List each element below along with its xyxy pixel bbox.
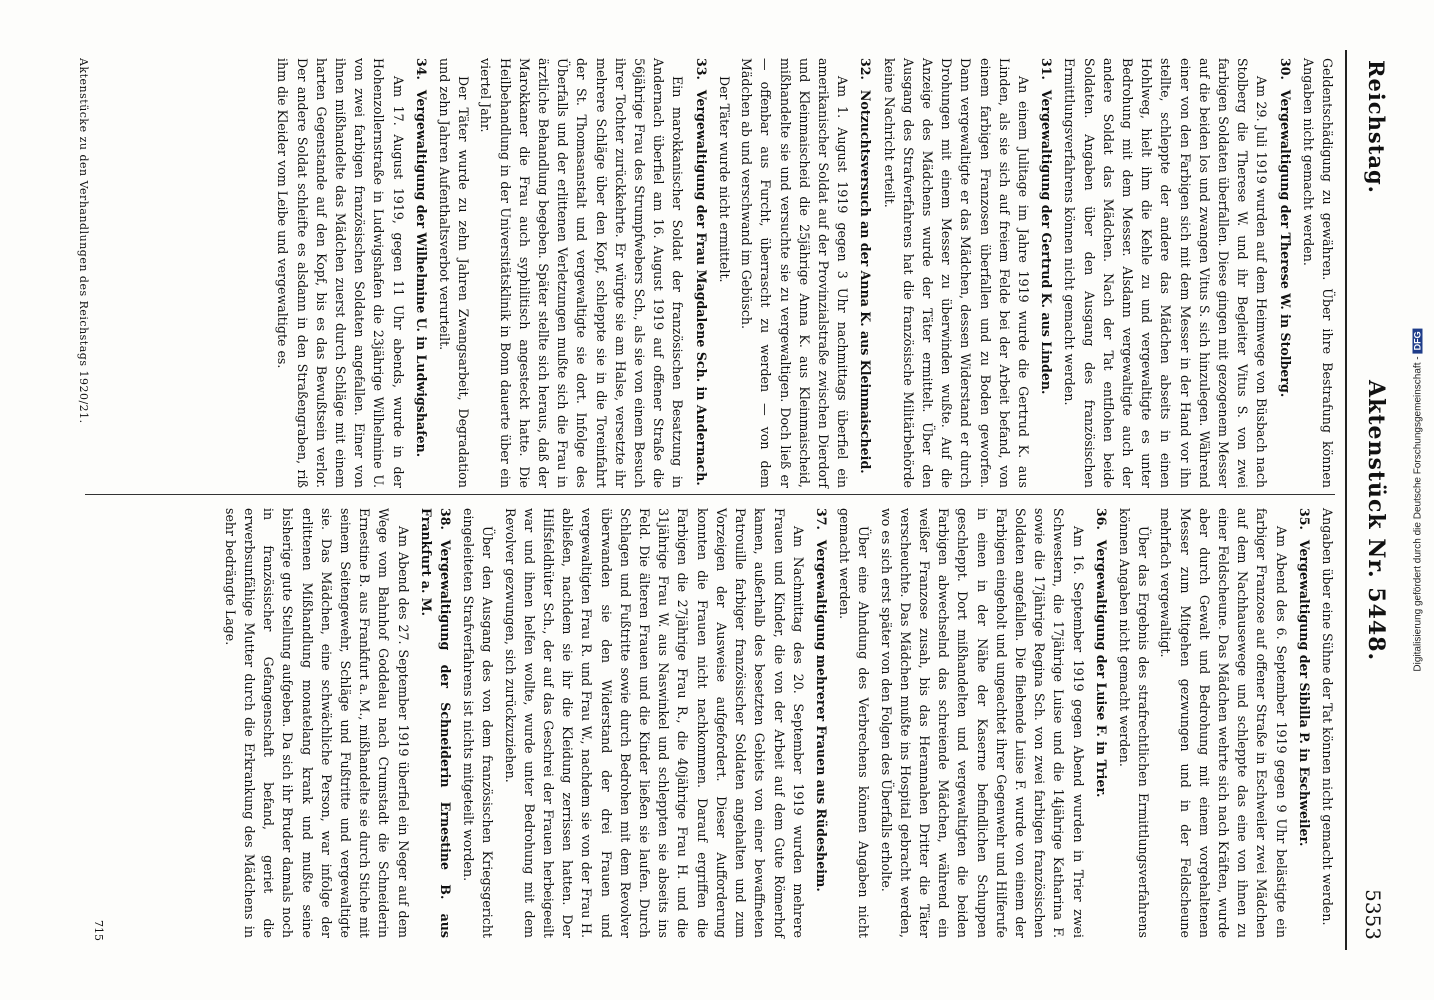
column-separator — [85, 494, 1335, 495]
section-heading — [1037, 58, 1056, 488]
section-number: 37. — [813, 508, 829, 530]
footer-note: Aktenstücke zu den Verhandlungen des Reichstags 1920/21. — [77, 58, 90, 424]
header-rule — [1345, 50, 1347, 950]
paragraph: Ein marokkanischer Soldat der französischen Besatzung in Andernach überfiel am 16. August 1919 auf offener Straße die 56jährige Frau des Strumpfwebers Sch., als sie von einem Besuch ihrer Tochter zurückkehrte. Er würgte sie am Halse, versetzte ihr mehrere Schläge über den Kopf, schleppte sie in die Toreinfahrt der St. Thomasanstalt und vergewaltigte sie dort. Infolge des Überfalls und der erlittenen Verletzungen mußte sich die Frau in ärztliche Behandlung begeben. Später stellte sich heraus, daß der Marokkaner die Frau auch syphilitisch angesteckt hatte. Die Heilbehandlung in der Universitätsklinik in Bonn dauerte über ein viertel Jahr. — [478, 58, 686, 488]
paragraph: An einem Julitage im Jahre 1919 wurde die Gertrud K. aus Linden, als sie sich auf freiem Felde bei der Arbeit befand, von einem farbigen Franzosen überfallen und zu Boden geworfen. Dann vergewaltigte er das Mädchen, dessen Widerstand er durch Drohungen mit einem Messer zu überwinden wußte. Auf die Anzeige des Mädchens wurde der Täter ermittelt. Über den Ausgang des Strafverfahrens hat die französische Militärbehörde keine Nachricht erteilt. — [881, 58, 1031, 488]
right-column — [218, 508, 1337, 938]
section-number: 38. — [438, 508, 454, 530]
section-title: Vergewaltigung der Frau Magdalene Sch. in Andernach. — [693, 89, 709, 486]
section-heading — [856, 58, 875, 488]
paragraph: Über eine Ahndung des Verbrechens können Angaben nicht gemacht werden. — [837, 508, 872, 938]
rotated-page-body — [60, 50, 1395, 950]
section-heading — [1092, 508, 1111, 938]
dfg-badge: DFG — [1413, 328, 1423, 353]
paragraph: Der Täter wurde nicht ermittelt. — [716, 76, 732, 283]
section-heading — [692, 58, 711, 488]
section-number: 36. — [1093, 508, 1109, 530]
section-title: Vergewaltigung der Gertrud K. aus Linden. — [1039, 89, 1055, 395]
paragraph: Am Abend des 6. September 1919 gegen 9 Uhr belästigte ein farbiger Franzose auf offener Straße in Eschweiler zwei Mädchen auf dem Nachhausewege und schleppte das eine von ihnen zu einer Feldscheune. Das Mädchen wehrte sich nach Kräften, wurde aber durch Gewalt und Bedrohung mit einem vorgehaltenen Messer zum Mitgehen gezwungen und in der Feldscheune mehrfach vergewaltigt. — [1158, 508, 1289, 938]
paragraph: Am 1. August 1919 gegen 3 Uhr nachmittags überfiel ein amerikanischer Soldat auf der Provinzialstraße zwischen Dierdorf und Kleinmaischeid die 25jährige Anna K. aus Kleinmaischeid, mißhandelte sie und versuchte sie zu vergewaltigen. Doch ließ er — offenbar aus Furcht, überrascht zu werden — von dem Mädchen ab und verschwand im Gebüsch. — [739, 58, 851, 488]
section-heading — [1295, 508, 1314, 938]
dfg-side-note — [1413, 328, 1424, 671]
printer-signature: 715 — [92, 920, 105, 941]
section-title: Vergewaltigung der Schneiderin Ernestine B. aus Frankfurt a. M. — [418, 508, 454, 938]
section-title: Vergewaltigung der Sibilla P. in Eschweiler. — [1296, 539, 1312, 847]
page-number: 5353 — [1361, 889, 1385, 940]
left-column — [270, 58, 1337, 488]
section-title: Vergewaltigung der Luise F. in Trier. — [1093, 539, 1109, 798]
section-number: 33. — [693, 58, 709, 80]
section-heading — [412, 58, 431, 488]
paragraph: Am Abend des 27. September 1919 überfiel ein Neger auf dem Wege vom Bahnhof Goddelau nach Crumstadt die Schneiderin Ernestine B. aus Frankfurt a. M., mißhandelte sie durch Stiche mit seinem Seitengewehr, Schläge und Fußtritte und vergewaltigte sie. Das Mädchen, eine schwächliche Person, war infolge der erlittenen Mißhandlung monatelang krank und mußte seine bisherige gute Stellung aufgeben. Da sich ihr Bruder damals noch in französischer Gefangenschaft befand, geriet die erwerbsunfähige Mutter durch die Erkrankung des Mädchens in sehr bedrängte Lage. — [222, 508, 411, 938]
header-left: Reichstag. — [1364, 60, 1389, 194]
section-title: Notzuchtsversuch an der Anna K. aus Kleinmaischeid. — [858, 89, 874, 474]
paragraph: Am 29. Juli 1919 wurden auf dem Heimwege von Büsbach nach Stolberg die Therese W. und ihr Begleiter Vitus S. von zwei farbigen Soldaten überfallen. Diese gingen mit gezogenem Messer auf die beiden los und zwangen Vitus S. sich hinzulegen. Während einer von den Farbigen sich mit dem Messer in der Hand vor ihn stellte, schleppte der andere das Mädchen abseits in einen Hohlweg, hielt ihm die Kehle zu und vergewaltigte es unter Bedrohung mit dem Messer. Alsdann vergewaltigte auch der andere Soldat das Mädchen. Nach der Tat entflohen beide Soldaten. Angaben über den Ausgang des französischen Ermittlungsverfahrens können nicht gemacht werden. — [1062, 58, 1270, 488]
section-number: 34. — [413, 58, 429, 80]
section-title: Vergewaltigung der Therese W. in Stolberg. — [1277, 89, 1293, 398]
paragraph: Am 16. September 1919 gegen Abend wurden in Trier zwei Schwestern, die 17jährige Luise und die 14jährige Katharina F. sowie die 17jährige Regina Sch. von zwei farbigen französischen Soldaten angefallen. Die fliehende Luise F. wurde von einem der Farbigen eingeholt und ungeachtet ihrer Gegenwehr und Hilferufe in einen in der Nähe der Kaserne befindlichen Schuppen geschleppt. Dort mißhandelten und vergewaltigten die beiden Farbigen abwechselnd das schreiende Mädchen, während ein weißer Franzose zusah, bis das Herannahen Dritter die Täter verscheuchte. Das Mädchen mußte ins Hospital gebracht werden, wo es sich erst später von den Folgen des Überfalls erholte. — [878, 508, 1086, 938]
section-number: 32. — [858, 58, 874, 80]
section-number: 35. — [1296, 508, 1312, 530]
paragraph: Am 17. August 1919, gegen 11 Uhr abends, wurde in der Hohenzollernstraße in Ludwigshafen die 23jährige Wilhelmine U. von zwei farbigen französischen Soldaten angefallen. Einer von ihnen mißhandelte das Mädchen zuerst durch Schläge mit einem harten Gegenstande auf den Kopf, bis es das Bewußtsein verlor. Der andere Soldat schleifte es alsdann in den Straßengraben, riß ihm die Kleider vom Leibe und vergewaltigte es. — [275, 58, 406, 488]
section-number: 30. — [1277, 58, 1293, 80]
section-number: 31. — [1039, 58, 1055, 80]
paragraph: Angaben über eine Sühne der Tat können nicht gemacht werden. — [1320, 508, 1335, 926]
section-title: Vergewaltigung der Wilhelmine U. in Ludwigshafen. — [413, 89, 429, 458]
side-note-text: Digitalisierung gefördert durch die Deutsche Forschungsgemeinschaft - — [1412, 356, 1424, 672]
paragraph: Über das Ergebnis des strafrechtlichen Ermittlungsverfahrens können Angaben nicht gemacht werden. — [1116, 508, 1152, 938]
running-header — [1343, 50, 1395, 950]
paragraph: Am Nachmittag des 20. September 1919 wurden mehrere Frauen und Kinder, die von der Arbeit auf dem Gute Römerhof kamen, außerhalb des besetzten Gebiets von einer bewaffneten Patrouille farbiger französischer Soldaten angehalten und zum Vorzeigen der Ausweise aufgefordert. Dieser Aufforderung konnten die Frauen nicht nachkommen. Darauf ergriffen die Farbigen die 27jährige Frau R., die 40jährige Frau H. und die 31jährige Frau W. aus Naswinkel und schleppten sie abseits ins Feld. Die älteren Frauen und die Kinder ließen sie laufen. Durch Schlagen und Fußtritte sowie durch Bedrohen mit dem Revolver überwanden sie den Widerstand der drei Frauen und vergewaltigten Frau R. und Frau W., nachdem sie von der Frau H. abließen, nachdem sie ihr die Kleidung zerrissen hatten. Der Hilfsfeldhüter Sch., der auf das Geschrei der Frauen herbeigeeilt war und ihnen helfen wollte, wurde unter Bedrohung mit dem Revolver gezwungen, sich zurückzuziehen. — [502, 508, 806, 938]
section-title: Vergewaltigung mehrerer Frauen aus Rüdesheim. — [813, 539, 829, 892]
section-heading — [417, 508, 455, 938]
paragraph: Geldentschädigung zu gewähren. Über ihre Bestrafung können Angaben nicht gemacht werden. — [1300, 58, 1335, 488]
section-heading — [812, 508, 831, 938]
paragraph: Über den Ausgang des von dem französischen Kriegsgericht eingeleiteten Strafverfahrens ist nichts mitgeteilt worden. — [461, 508, 496, 938]
header-title: Aktenstück Nr. 5448. — [1363, 380, 1389, 662]
paragraph: Der Täter wurde zu zehn Jahren Zwangsarbeit, Degradation und zehn Jahren Aufenthaltsverbot verurteilt. — [437, 58, 472, 488]
section-heading — [1275, 58, 1294, 488]
